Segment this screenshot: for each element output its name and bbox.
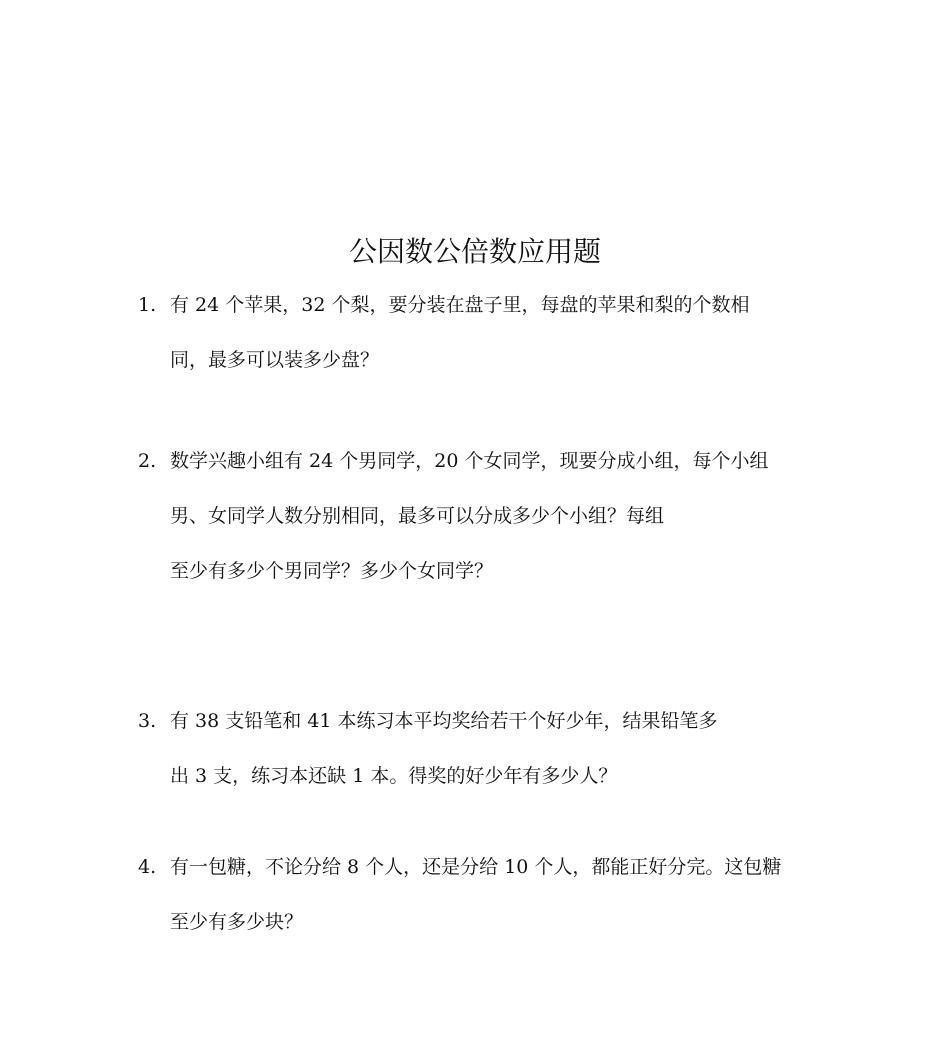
problem-line: 至少有多少块？ (170, 911, 304, 933)
problem-line: 男、女同学人数分别相同，最多可以分成多少个小组？每组 (170, 505, 665, 527)
problem-text (170, 853, 830, 963)
problem-line: 有一包糖，不论分给 8 个人，还是分给 10 个人，都能正好分完。这包糖 (170, 856, 782, 878)
problem-line: 出 3 支，练习本还缺 1 本。得奖的好少年有多少人？ (170, 765, 618, 787)
problem-line: 同，最多可以装多少盘？ (170, 349, 380, 371)
problem-text (170, 447, 830, 612)
problem-line: 有 24 个苹果，32 个梨，要分装在盘子里，每盘的苹果和梨的个数相 (170, 294, 750, 316)
problem-line: 数学兴趣小组有 24 个男同学，20 个女同学，现要分成小组，每个小组 (170, 450, 769, 472)
problem-text (170, 291, 830, 401)
problem-number: 1. (138, 294, 157, 316)
problem-text (170, 707, 830, 817)
problem-number: 4. (138, 856, 157, 878)
page-title: 公因数公倍数应用题 (348, 235, 601, 268)
problem-line: 有 38 支铅笔和 41 本练习本平均奖给若干个好少年，结果铅笔多 (170, 710, 718, 732)
problem-line: 至少有多少个男同学？多少个女同学？ (170, 560, 494, 582)
problem-number: 3. (138, 710, 157, 732)
problem-number: 2. (138, 450, 157, 472)
